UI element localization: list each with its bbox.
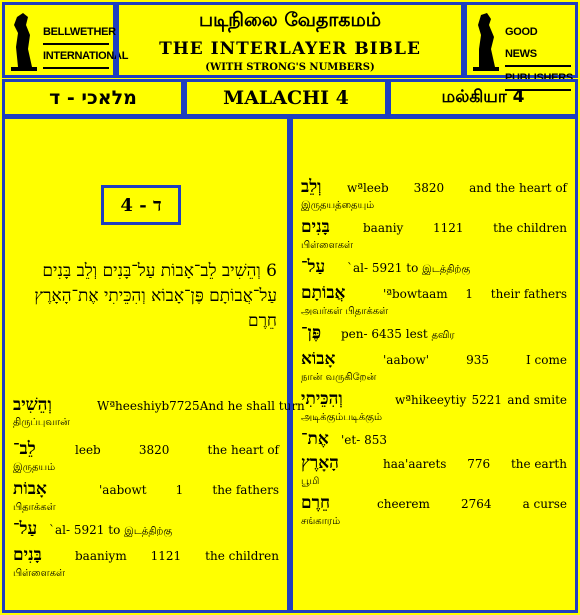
transliteration: leeb [75,443,101,457]
transliteration: 'et- [341,433,361,447]
strong-number: 5221 [471,393,503,407]
strong-number: 1121 [432,221,464,235]
hebrew-word: אֶת־ [301,429,329,449]
transliteration: haa'aarets [383,457,447,471]
english-gloss: and smite [507,393,567,407]
hebrew-word: וְהֵשִׁיב [13,395,52,415]
transliteration: `al- [49,523,71,537]
english-gloss: And he shall turn [199,399,305,413]
strong-number: 935 [466,353,489,367]
english-gloss: the children [493,221,567,235]
logo-line1: GOOD NEWS [505,21,571,67]
transliteration: cheerem [377,497,430,511]
english-gloss: the fathers [212,483,279,497]
tamil-gloss: பிதாக்கள் [13,502,56,513]
book-hebrew: מלאכי - ד [2,79,184,117]
transliteration: wªhikeeytiy [395,393,467,407]
tamil-gloss: இடத்திற்கு [124,526,173,537]
book-english: MALACHI 4 [184,79,388,117]
logo-line2: INTERNATIONAL [43,45,109,69]
hebrew-word: בָּנִים [13,545,42,565]
transliteration: Wªheeshiyb [97,399,170,413]
strong-number: 2764 [460,497,492,511]
english-gloss: to [108,523,121,537]
title-sub: (WITH STRONG'S NUMBERS) [205,62,375,73]
english-gloss: I come [526,353,567,367]
strong-number: 3820 [138,443,170,457]
english-gloss: the earth [510,457,567,471]
transliteration: 'aabowt [99,483,147,497]
transliteration: `al- [347,261,369,275]
title-tamil: படிநிலை வேதாகமம் [198,9,382,31]
figure-logo-icon [9,11,41,75]
tamil-gloss: பிள்ளைகள் [301,240,354,251]
english-gloss: to [406,261,419,275]
hebrew-word: בָּנִים [301,217,330,237]
book-tamil: மல்கியா 4 [388,79,578,117]
strong-number: 853 [364,433,388,447]
hebrew-word: אֲבוֹתָם [301,283,346,303]
transliteration: baaniym [75,549,127,563]
bellwether-logo-text [43,21,129,69]
hebrew-word: הָאָרֶץ [301,453,339,473]
tamil-gloss: பூமி [301,476,320,487]
hebrew-word: וְלֵב [301,177,322,197]
title-box [116,2,464,78]
tamil-gloss: அவர்கள் பிதாக்கள் [301,306,389,317]
transliteration: 'ªbowtaam [383,287,448,301]
goodnews-logo-box [464,2,578,84]
logo-line2: PUBLISHERS [505,67,571,91]
tamil-gloss: திருப்புவான் [13,417,70,428]
title-main: THE INTERLAYER BIBLE [159,39,421,59]
strong-number: 5921 [73,523,105,537]
tamil-gloss: இடத்திற்கு [422,264,471,275]
english-gloss: and the heart of [469,181,567,195]
transliteration: baaniy [363,221,404,235]
tamil-gloss: சங்காரம் [301,516,341,527]
hebrew-word: לֵב־ [13,439,36,459]
tamil-gloss: இருதயத்தையும் [301,200,375,211]
english-gloss: lest [405,327,428,341]
english-gloss: their fathers [490,287,567,301]
verse-hebrew-text: 6 וְהֵשִׁיב לֵב־אָבוֹת עַל־בָּנִים וְלֵב בָּנִים עַל־אֲבוֹתָם פֶּן־אָבוֹא וְהִכֵּיתִי אֶת־הָאָרֶץ חֵרֶם [34,261,277,331]
hebrew-word: וְהִכֵּיתִי [301,389,343,409]
figure-logo-icon [471,11,503,75]
strong-number: 3820 [413,181,445,195]
english-gloss: the children [205,549,279,563]
english-gloss: a curse [522,497,567,511]
hebrew-word: אָבוֹת [13,479,47,499]
chapter-label: ד - 4 [101,185,181,225]
strong-number: 6435 [371,327,402,341]
transliteration: 'aabow' [383,353,430,367]
hebrew-word: חֵרֶם [301,493,331,513]
tamil-gloss: அடிக்கும்படிக்கும் [301,412,383,423]
strong-number: 7725 [169,399,200,413]
hebrew-word: עַל־ [301,257,326,277]
logo-line1: BELLWETHER [43,21,109,45]
tamil-gloss: நான் வருகிறேன் [301,372,377,383]
strong-number: 5921 [371,261,403,275]
hebrew-word: פֶּן־ [301,323,322,343]
hebrew-word: אָבוֹא [301,349,336,369]
transliteration: wªleeb [347,181,389,195]
strong-number: 776 [467,457,491,471]
strong-number: 1 [465,287,474,301]
english-gloss: the heart of [207,443,279,457]
tamil-gloss: இருதயம் [13,462,56,473]
tamil-gloss: பிள்ளைகள் [13,568,66,579]
right-column [290,116,578,613]
bellwether-logo-box [2,2,129,78]
tamil-gloss: தவிர [431,330,455,341]
strong-number: 1 [175,483,184,497]
hebrew-word: עַל־ [13,519,38,539]
strong-number: 1121 [150,549,182,563]
transliteration: pen- [341,327,368,341]
left-column [2,116,305,613]
